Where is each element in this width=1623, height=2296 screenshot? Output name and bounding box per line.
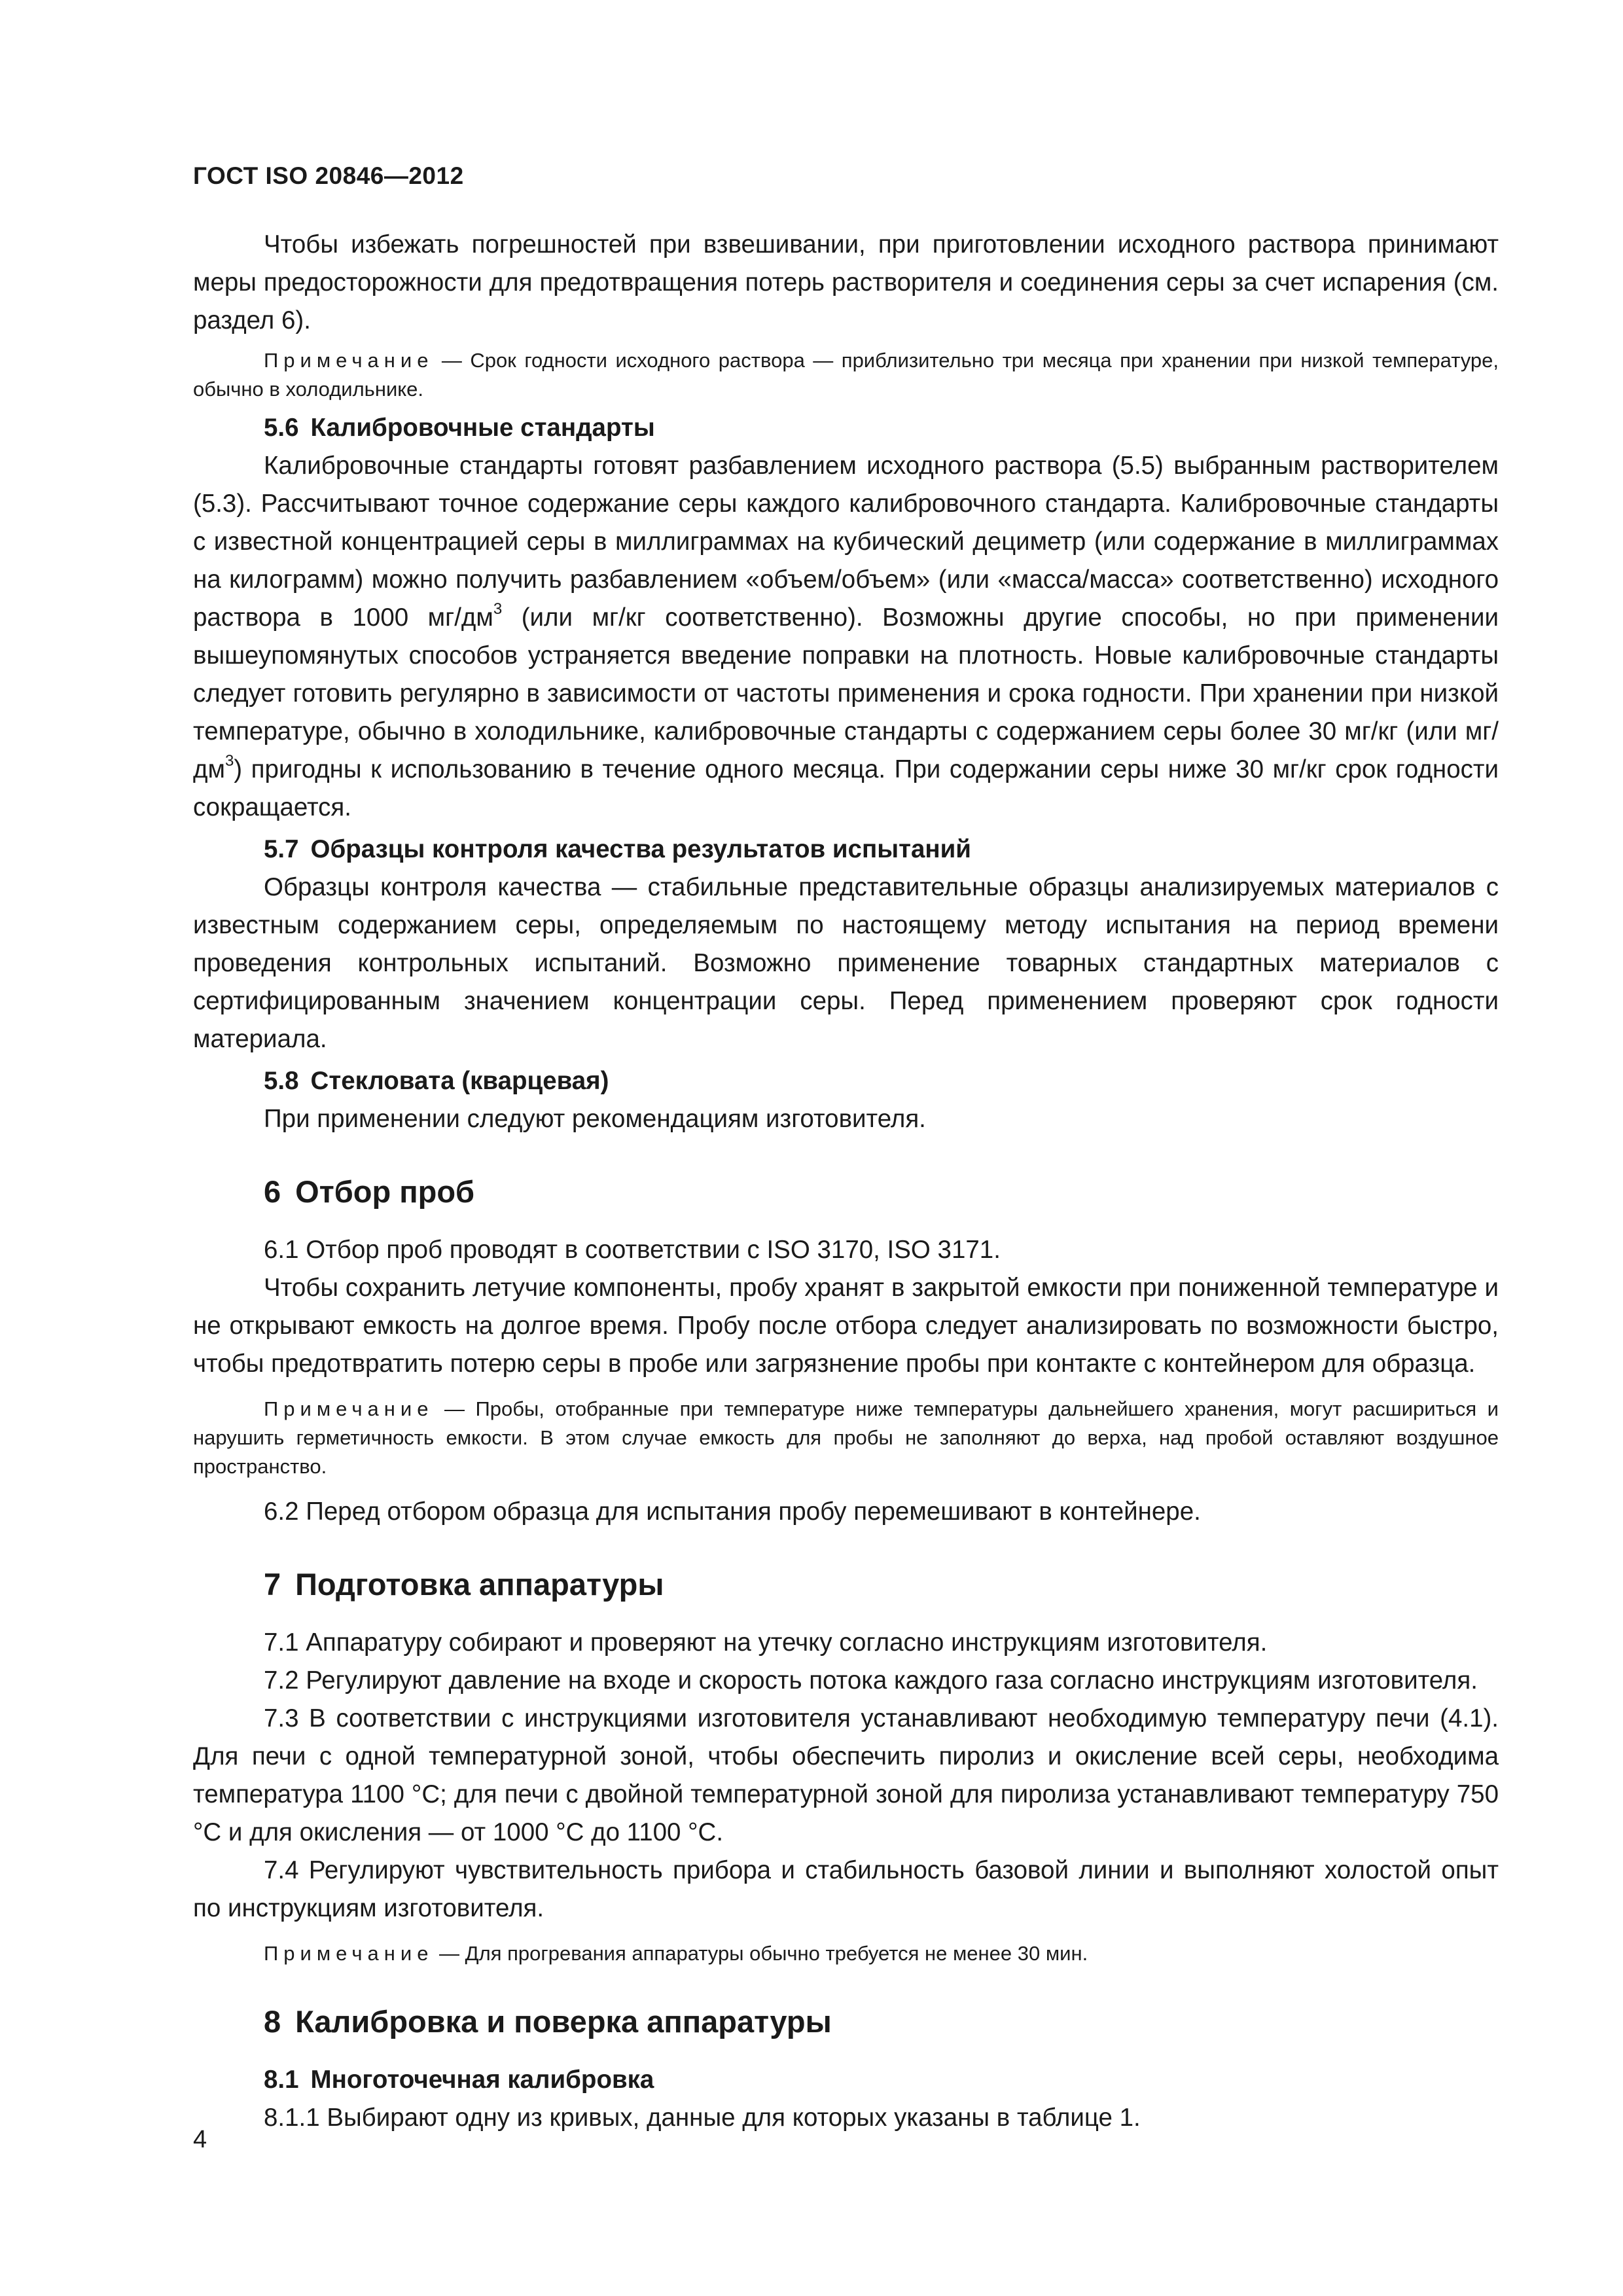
section-number: 7 — [264, 1567, 281, 1602]
subsection-title: Калибровочные стандарты — [310, 414, 655, 442]
note-label: Примечание — [264, 1942, 434, 1965]
page-number: 4 — [193, 2126, 207, 2153]
subsection-5-8-heading — [193, 1062, 1499, 1100]
section-title: Отбор проб — [295, 1174, 475, 1209]
subsection-title: Образцы контроля качества результатов испытаний — [310, 835, 971, 863]
paragraph-7-2: 7.2 Регулируют давление на входе и скорость потока каждого газа согласно инструкциям изготовителя. — [264, 1666, 1478, 1695]
note-sample-expansion — [193, 1395, 1499, 1481]
note-label: Примечание — [264, 1397, 434, 1420]
paragraph-quality-control-samples: Образцы контроля качества — стабильные представительные образцы анализируемых материалов с известным содержанием серы, определяемым по настоящему методу испытания на период времени проведения контрольных испытаний. Возможно применение товарных стандартных материалов с сертифицированным значением концентрации серы. Перед применением проверяют срок годности материала. — [193, 873, 1499, 1053]
superscript: 3 — [493, 600, 503, 619]
superscript: 3 — [224, 752, 234, 770]
text-segment: (или мг/кг соответственно). Возможны другие способы, но при применении вышеупомянутых способов устраняется введение поправки на плотность. Новые калибровочные стандарты следует готовить регулярно в зависимости от частоты применения и срока годности. При хранении при низкой температуре, обычно в холодильнике, калибровочные стандарты с содержанием серы более 30 мг/кг (или мг/дм — [193, 603, 1499, 783]
text-segment: Калибровочные стандарты готовят разбавлением исходного раствора (5.5) выбранным растворителем (5.3). Рассчитывают точное содержание серы каждого калибровочного стандарта. Калибровочные стандарты с известной концентрацией серы в миллиграммах на кубический дециметр (или содержание в миллиграммах на килограмм) можно получить разбавлением «объем/объем» (или «масса/масса» соответственно) исходного раствора в 1000 мг/дм — [193, 452, 1499, 632]
section-6-heading — [193, 1172, 1499, 1211]
note-warmup — [193, 1939, 1499, 1968]
subsection-5-7-heading — [193, 831, 1499, 869]
subsection-title: Многоточечная калибровка — [310, 2066, 654, 2094]
note-label: Примечание — [264, 349, 434, 372]
subsection-title: Стекловата (кварцевая) — [310, 1067, 609, 1095]
section-7-heading — [193, 1565, 1499, 1604]
note-text: — Для прогревания аппаратуры обычно требуется не менее 30 мин. — [433, 1942, 1088, 1965]
note-shelf-life — [193, 346, 1499, 404]
subsection-8-1-heading — [193, 2061, 1499, 2099]
paragraph-stock-solution: Чтобы избежать погрешностей при взвешивании, при приготовлении исходного раствора принимают меры предосторожности для предотвращения потерь растворителя и соединения серы за счет испарения (см. раздел 6). — [193, 230, 1499, 334]
note-text: — Срок годности исходного раствора — приблизительно три месяца при хранении при низкой температуре, обычно в холодильнике. — [193, 349, 1499, 401]
subsection-number: 5.7 — [264, 835, 299, 863]
subsection-5-6-heading — [193, 409, 1499, 447]
document-id-header: ГОСТ ISO 20846—2012 — [193, 162, 464, 189]
paragraph-calibration-standards — [193, 447, 1499, 827]
section-title: Калибровка и поверка аппаратуры — [295, 2004, 832, 2039]
paragraph-6-2: 6.2 Перед отбором образца для испытания пробу перемешивают в контейнере. — [264, 1498, 1201, 1526]
document-body — [193, 226, 1499, 2137]
paragraph-glass-wool: При применении следуют рекомендациям изготовителя. — [264, 1105, 926, 1133]
section-title: Подготовка аппаратуры — [295, 1567, 664, 1602]
paragraph-7-1: 7.1 Аппаратуру собирают и проверяют на утечку согласно инструкциям изготовителя. — [264, 1628, 1268, 1657]
paragraph-6-1-continued: Чтобы сохранить летучие компоненты, пробу хранят в закрытой емкости при пониженной температуре и не открывают емкость на долгое время. Пробу после отбора следует анализировать по возможности быстро, чтобы предотвратить потерю серы в пробе или загрязнение пробы при контакте с контейнером для образца. — [193, 1274, 1499, 1378]
paragraph-8-1-1: 8.1.1 Выбирают одну из кривых, данные для которых указаны в таблице 1. — [264, 2104, 1141, 2132]
section-8-heading — [193, 2002, 1499, 2041]
note-text: — Пробы, отобранные при температуре ниже температуры дальнейшего хранения, могут расшириться и нарушить герметичность емкости. В этом случае емкость для пробы не заполняют до верха, над пробой оставляют воздушное пространство. — [193, 1397, 1499, 1478]
subsection-number: 8.1 — [264, 2066, 299, 2094]
subsection-number: 5.8 — [264, 1067, 299, 1095]
text-segment: ) пригодны к использованию в течение одного месяца. При содержании серы ниже 30 мг/кг срок годности сокращается. — [193, 755, 1499, 821]
paragraph-6-1: 6.1 Отбор проб проводят в соответствии с ISO 3170, ISO 3171. — [264, 1236, 1001, 1264]
paragraph-7-4: 7.4 Регулируют чувствительность прибора и стабильность базовой линии и выполняют холостой опыт по инструкциям изготовителя. — [193, 1856, 1499, 1922]
paragraph-7-3: 7.3 В соответствии с инструкциями изготовителя устанавливают необходимую температуру печи (4.1). Для печи с одной температурной зоной, чтобы обеспечить пиролиз и окисление всей серы, необходима температура 1100 °С; для печи с двойной температурной зоной для пиролиза устанавливают температуру 750 °С и для окисления — от 1000 °С до 1100 °С. — [193, 1704, 1499, 1846]
subsection-number: 5.6 — [264, 414, 299, 442]
section-number: 8 — [264, 2004, 281, 2039]
section-number: 6 — [264, 1174, 281, 1209]
